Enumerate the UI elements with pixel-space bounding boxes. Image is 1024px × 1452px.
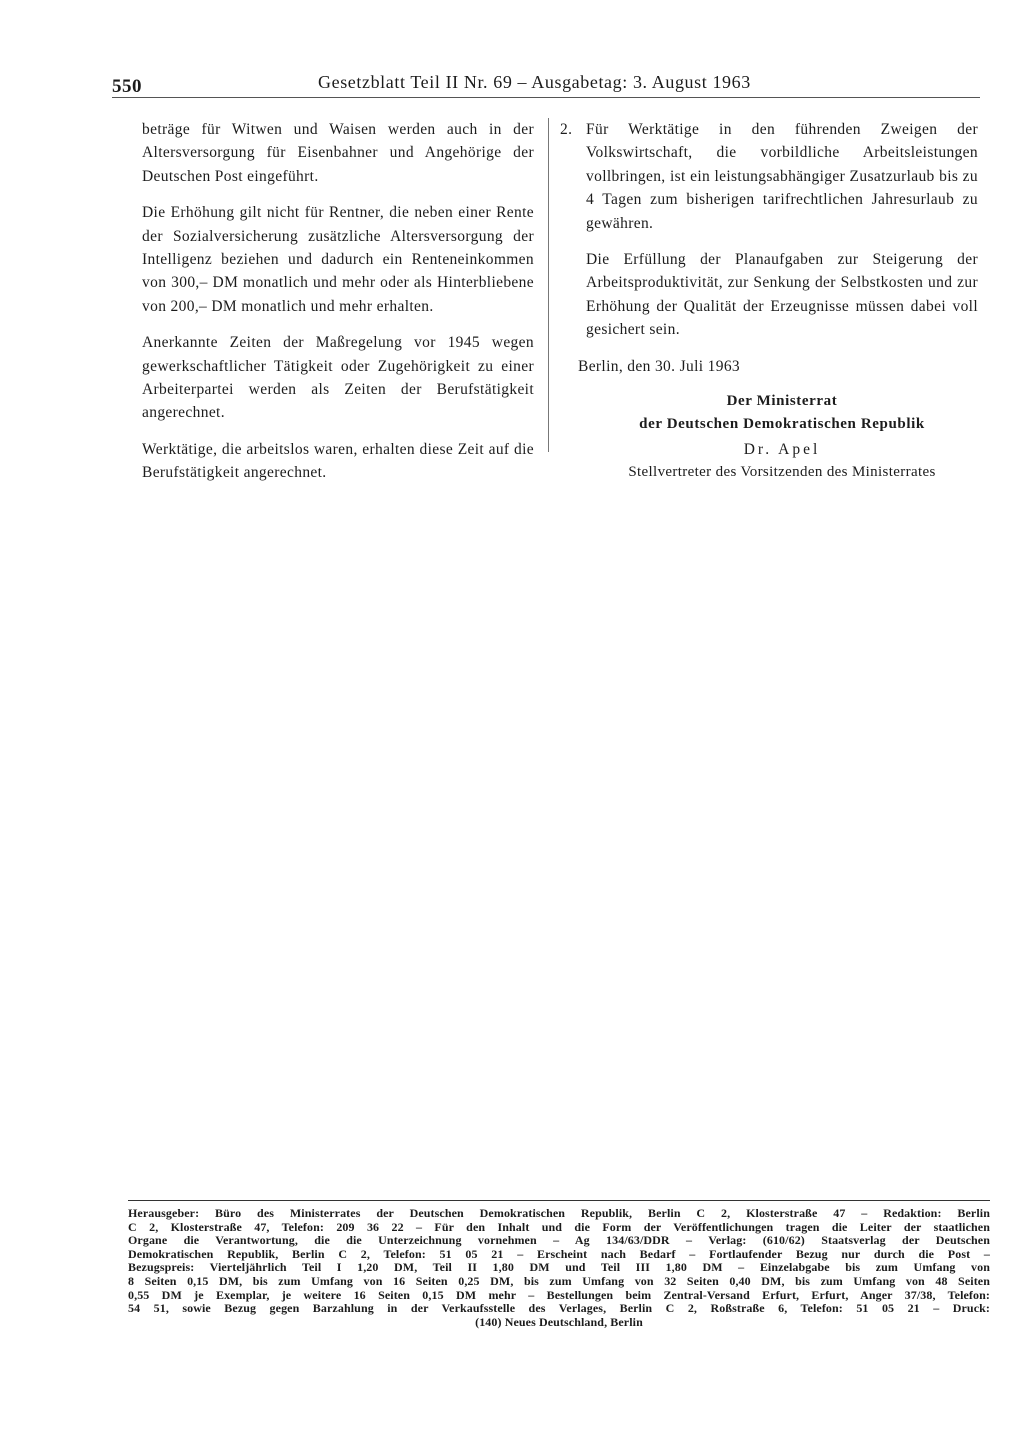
header-rule [112, 97, 980, 98]
imprint-rule [128, 1200, 990, 1201]
page-number: 550 [112, 76, 142, 97]
imprint-line: Herausgeber: Büro des Ministerrates der Deutschen Demokratischen Republik, Berlin C 2, Klosterstraße 47 – Redaktion: Berlin [128, 1206, 990, 1220]
running-head: Gesetzblatt Teil II Nr. 69 – Ausgabetag: 3. August 1963 [318, 72, 751, 92]
paragraph: Werktätige, die arbeitslos waren, erhalten diese Zeit auf die Berufstätigkeit angerechnet. [142, 440, 534, 482]
imprint-line: Bezugspreis: Vierteljährlich Teil I 1,20 DM, Teil II 1,80 DM und Teil III 1,80 DM – Einzelabgabe bis zum Umfang von [128, 1260, 990, 1275]
numbered-item [560, 118, 978, 235]
imprint [128, 1207, 990, 1329]
signing-body-line1: Der Ministerrat [726, 393, 838, 410]
signer-role: Stellvertreter des Vorsitzenden des Ministerrates [628, 464, 936, 481]
imprint-line: 0,55 DM je Exemplar, je weitere 16 Seiten 0,15 DM mehr – Bestellungen beim Zentral-Versand Erfurt, Erfurt, Anger 37/38, Telefon: [128, 1287, 990, 1302]
right-column [560, 118, 978, 483]
paragraph: Die Erhöhung gilt nicht für Rentner, die neben einer Rente der Sozialversicherung zusätzliche Altersversorgung der Intelligenz beziehen und dadurch ein Renteneinkommen von 300,– DM monatlich und mehr oder als Hinterbliebene von 200,– DM monatlich und mehr erhalten. [142, 204, 534, 315]
imprint-line: 8 Seiten 0,15 DM, bis zum Umfang von 16 Seiten 0,25 DM, bis zum Umfang von 32 Seiten 0,40 DM, bis zum Umfang von 48 Seiten [128, 1273, 990, 1288]
paragraph: beträge für Witwen und Waisen werden auch in der Altersversorgung für Eisenbahner und Angehörige der Deutschen Post eingeführt. [142, 121, 534, 185]
imprint-line: Demokratischen Republik, Berlin C 2, Telefon: 51 05 21 – Erscheint nach Bedarf – Fortlaufender Bezug nur durch die Post – [128, 1246, 990, 1261]
signing-body-line2: der Deutschen Demokratischen Republik [639, 416, 925, 433]
paragraph: Die Erfüllung der Planaufgaben zur Steigerung der Arbeitsproduktivität, zur Senkung der Selbstkosten und zur Erhöhung der Qualität der Erzeugnisse müssen dabei voll gesichert sein. [586, 251, 978, 339]
imprint-line: C 2, Klosterstraße 47, Telefon: 209 36 22 – Für den Inhalt und die Form der Veröffentlichungen tragen die Leiter der staatlichen [128, 1219, 990, 1234]
place-date: Berlin, den 30. Juli 1963 [578, 357, 741, 375]
imprint-printer: (140) Neues Deutschland, Berlin [475, 1314, 643, 1329]
imprint-line: 54 51, sowie Bezug gegen Barzahlung in der Verkaufsstelle des Verlages, Berlin C 2, Roßstraße 6, Telefon: 51 05 21 – Druck: [128, 1301, 990, 1316]
left-column [142, 118, 534, 498]
item-text: Für Werktätige in den führenden Zweigen der Volkswirtschaft, die vorbildliche Arbeitsleistungen vollbringen, ist ein leistungsabhängiger Zusatzurlaub bis zu 4 Tagen zum bisherigen tarifrechtlichen Jahresurlaub zu gewähren. [586, 121, 978, 232]
imprint-line: Organe die Verantwortung, die die Unterzeichnung vornehmen – Ag 134/63/DDR – Verlag: (610/62) Staatsverlag der Deutschen [128, 1233, 990, 1248]
signer-name: Dr. Apel [743, 441, 821, 459]
paragraph: Anerkannte Zeiten der Maßregelung vor 1945 wegen gewerkschaftlicher Tätigkeit oder Zugehörigkeit zu einer Arbeiterpartei werden als Zeiten der Berufstätigkeit angerechnet. [142, 334, 534, 422]
signature-block [586, 390, 978, 483]
column-divider [548, 118, 549, 452]
item-number: 2. [560, 121, 573, 138]
